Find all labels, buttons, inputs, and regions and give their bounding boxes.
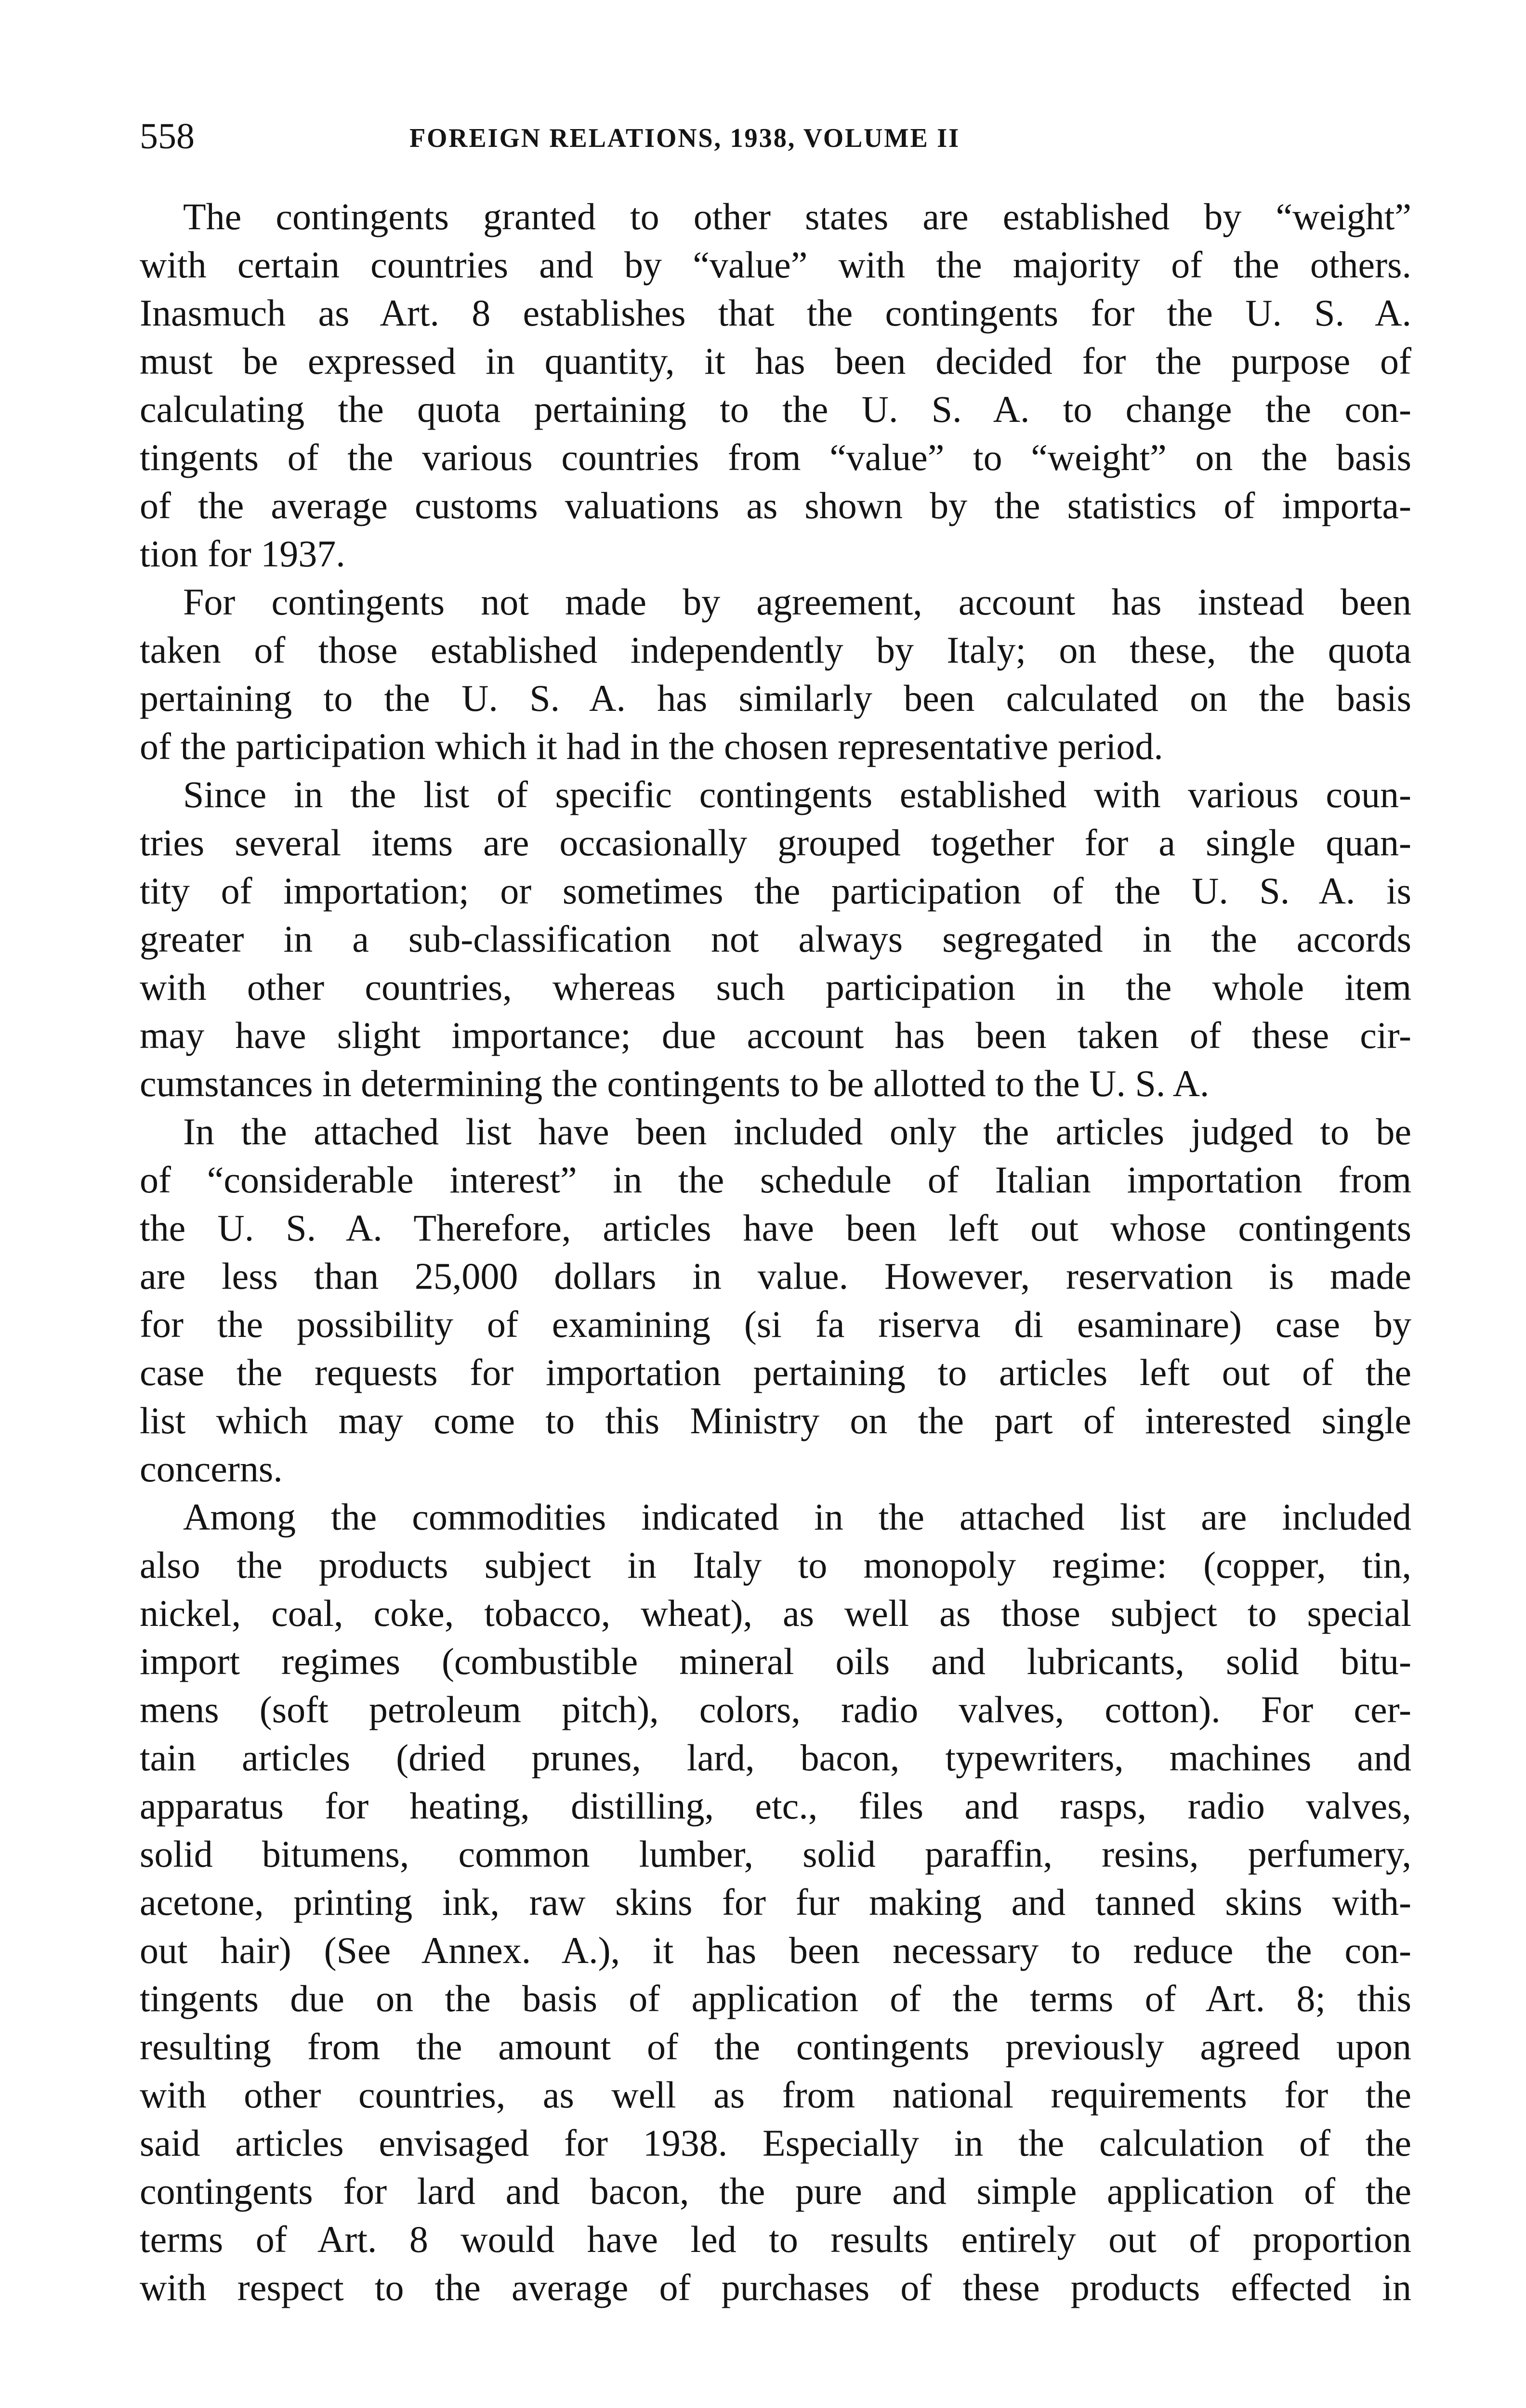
text-line: tity of importation; or sometimes the participation of the U. S. A. is [140, 870, 1411, 912]
text-line: nickel, coal, coke, tobacco, wheat), as well as those subject to special [140, 1592, 1411, 1634]
text-line: list which may come to this Ministry on the part of interested single [140, 1400, 1411, 1441]
page-number: 558 [140, 116, 195, 157]
text-line: concerns. [140, 1448, 283, 1490]
text-line: tain articles (dried prunes, lard, bacon, typewriters, machines and [140, 1737, 1411, 1779]
text-line: Since in the list of specific contingents established with various coun- [183, 773, 1411, 815]
text-line: the U. S. A. Therefore, articles have been left out whose contingents [140, 1207, 1411, 1249]
text-line: contingents for lard and bacon, the pure and simple application of the [140, 2170, 1411, 2212]
running-head [140, 110, 1411, 163]
text-line: said articles envisaged for 1938. Especially in the calculation of the [140, 2122, 1411, 2164]
text-line: solid bitumens, common lumber, solid paraffin, resins, perfumery, [140, 1833, 1411, 1875]
text-line: calculating the quota pertaining to the U. S. A. to change the con- [140, 388, 1411, 430]
text-line: cumstances in determining the contingents to be allotted to the U. S. A. [140, 1062, 1210, 1104]
text-line: taken of those established independently by Italy; on these, the quota [140, 629, 1411, 671]
text-line: In the attached list have been included only the articles judged to be [183, 1111, 1411, 1152]
text-line: apparatus for heating, distilling, etc., files and rasps, radio valves, [140, 1785, 1411, 1827]
text-line: with other countries, as well as from national requirements for the [140, 2074, 1411, 2116]
text-line: out hair) (See Annex. A.), it has been necessary to reduce the con- [140, 1929, 1411, 1971]
text-line: mens (soft petroleum pitch), colors, radio valves, cotton). For cer- [140, 1688, 1411, 1730]
text-line: are less than 25,000 dollars in value. However, reservation is made [140, 1255, 1411, 1297]
header-title: FOREIGN RELATIONS, 1938, VOLUME II [409, 123, 960, 153]
text-line: may have slight importance; due account has been taken of these cir- [140, 1014, 1411, 1056]
text-line: case the requests for importation pertaining to articles left out of the [140, 1351, 1411, 1393]
body-text [140, 193, 1411, 2312]
text-line: import regimes (combustible mineral oils and lubricants, solid bitu- [140, 1640, 1411, 1682]
text-line: of “considerable interest” in the schedule of Italian importation from [140, 1159, 1411, 1201]
text-line: pertaining to the U. S. A. has similarly been calculated on the basis [140, 677, 1411, 719]
text-line: acetone, printing ink, raw skins for fur making and tanned skins with- [140, 1881, 1411, 1923]
text-line: The contingents granted to other states are established by “weight” [183, 196, 1411, 237]
text-line: of the average customs valuations as shown by the statistics of importa- [140, 484, 1411, 526]
text-line: Among the commodities indicated in the attached list are included [183, 1496, 1411, 1538]
text-line: with respect to the average of purchases of these products effected in [140, 2266, 1411, 2308]
text-line: tingents of the various countries from “value” to “weight” on the basis [140, 436, 1411, 478]
text-line: with certain countries and by “value” with the majority of the others. [140, 244, 1411, 286]
text-line: Inasmuch as Art. 8 establishes that the contingents for the U. S. A. [140, 292, 1411, 334]
text-line: with other countries, whereas such participation in the whole item [140, 966, 1411, 1008]
text-line: tingents due on the basis of application of the terms of Art. 8; this [140, 1977, 1411, 2019]
text-line: greater in a sub-classification not always segregated in the accords [140, 918, 1411, 960]
text-line: also the products subject in Italy to monopoly regime: (copper, tin, [140, 1544, 1411, 1586]
text-line: of the participation which it had in the chosen representative period. [140, 725, 1163, 767]
text-line: tion for 1937. [140, 533, 345, 575]
text-line: resulting from the amount of the contingents previously agreed upon [140, 2026, 1411, 2068]
text-line: for the possibility of examining (si fa riserva di esaminare) case by [140, 1303, 1411, 1345]
text-line: must be expressed in quantity, it has been decided for the purpose of [140, 340, 1411, 382]
text-line: For contingents not made by agreement, account has instead been [183, 581, 1411, 623]
text-line: tries several items are occasionally grouped together for a single quan- [140, 822, 1411, 864]
text-line: terms of Art. 8 would have led to results entirely out of proportion [140, 2218, 1411, 2260]
